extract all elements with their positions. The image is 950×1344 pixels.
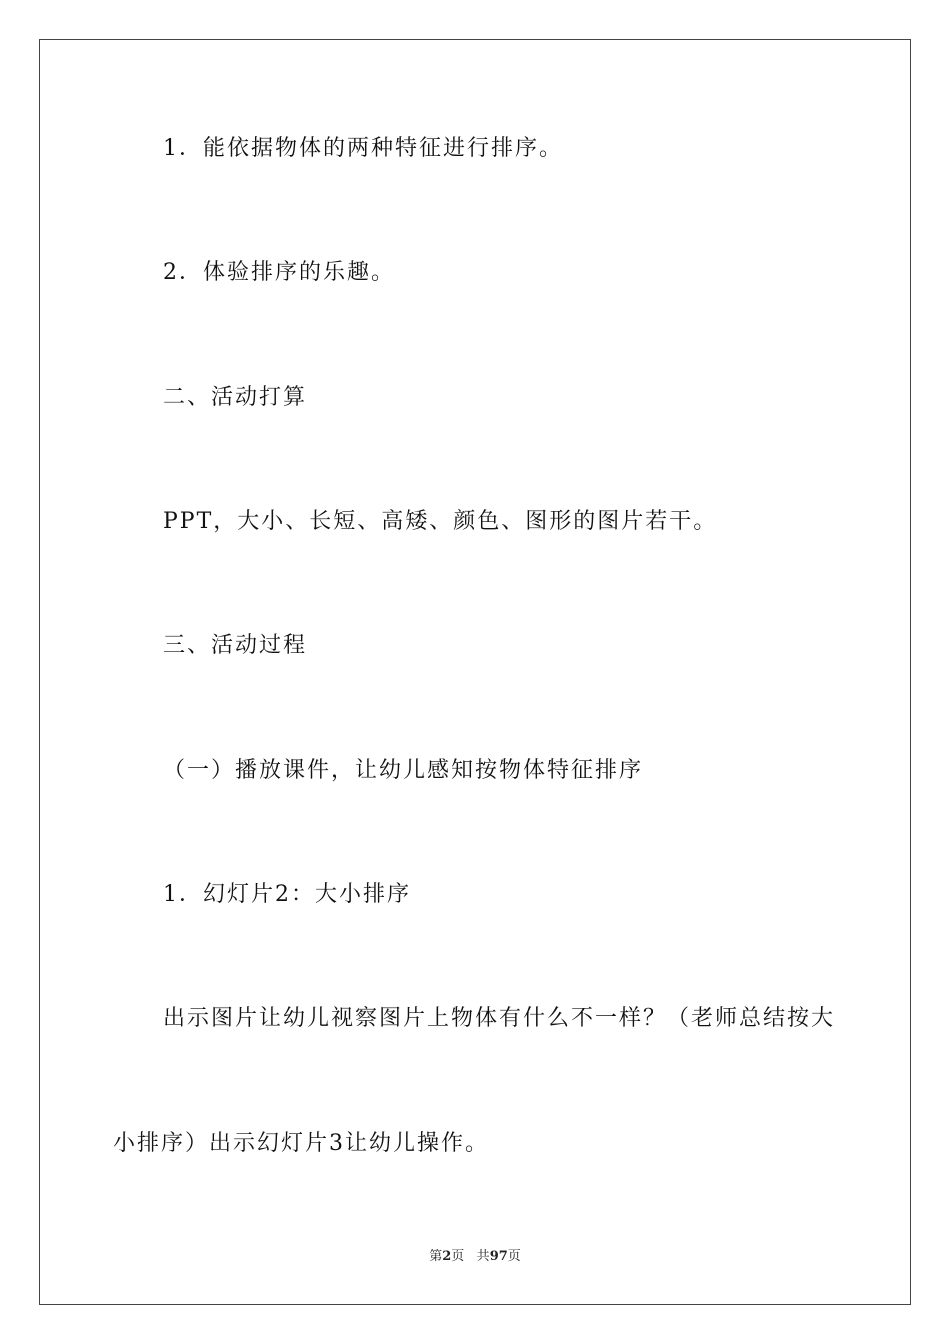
body-paragraph-line-1: 出示图片让幼儿视察图片上物体有什么不一样？（老师总结按大 — [163, 1006, 836, 1031]
objective-item-2: 2．体验排序的乐趣。 — [163, 260, 395, 285]
footer-total-suffix: 页 — [507, 1249, 521, 1264]
body-paragraph-line-2: 小排序）出示幻灯片3让幼儿操作。 — [113, 1131, 489, 1156]
section-heading-preparation: 二、活动打算 — [163, 385, 308, 410]
footer-page-suffix: 页 — [451, 1249, 465, 1264]
footer-page-number: 2 — [442, 1249, 452, 1264]
subsection-heading-courseware: （一）播放课件，让幼儿感知按物体特征排序 — [163, 758, 644, 783]
slide-step-heading: 1．幻灯片2：大小排序 — [163, 882, 411, 907]
footer-total-prefix: 共 — [476, 1249, 490, 1264]
footer-total-pages: 97 — [489, 1249, 508, 1264]
page-footer — [0, 1248, 950, 1266]
section-heading-process: 三、活动过程 — [163, 633, 308, 658]
page-border — [39, 39, 911, 1305]
footer-prefix: 第 — [429, 1249, 443, 1264]
objective-item-1: 1．能依据物体的两种特征进行排序。 — [163, 136, 563, 161]
preparation-materials: PPT，大小、长短、高矮、颜色、图形的图片若干。 — [163, 509, 718, 534]
